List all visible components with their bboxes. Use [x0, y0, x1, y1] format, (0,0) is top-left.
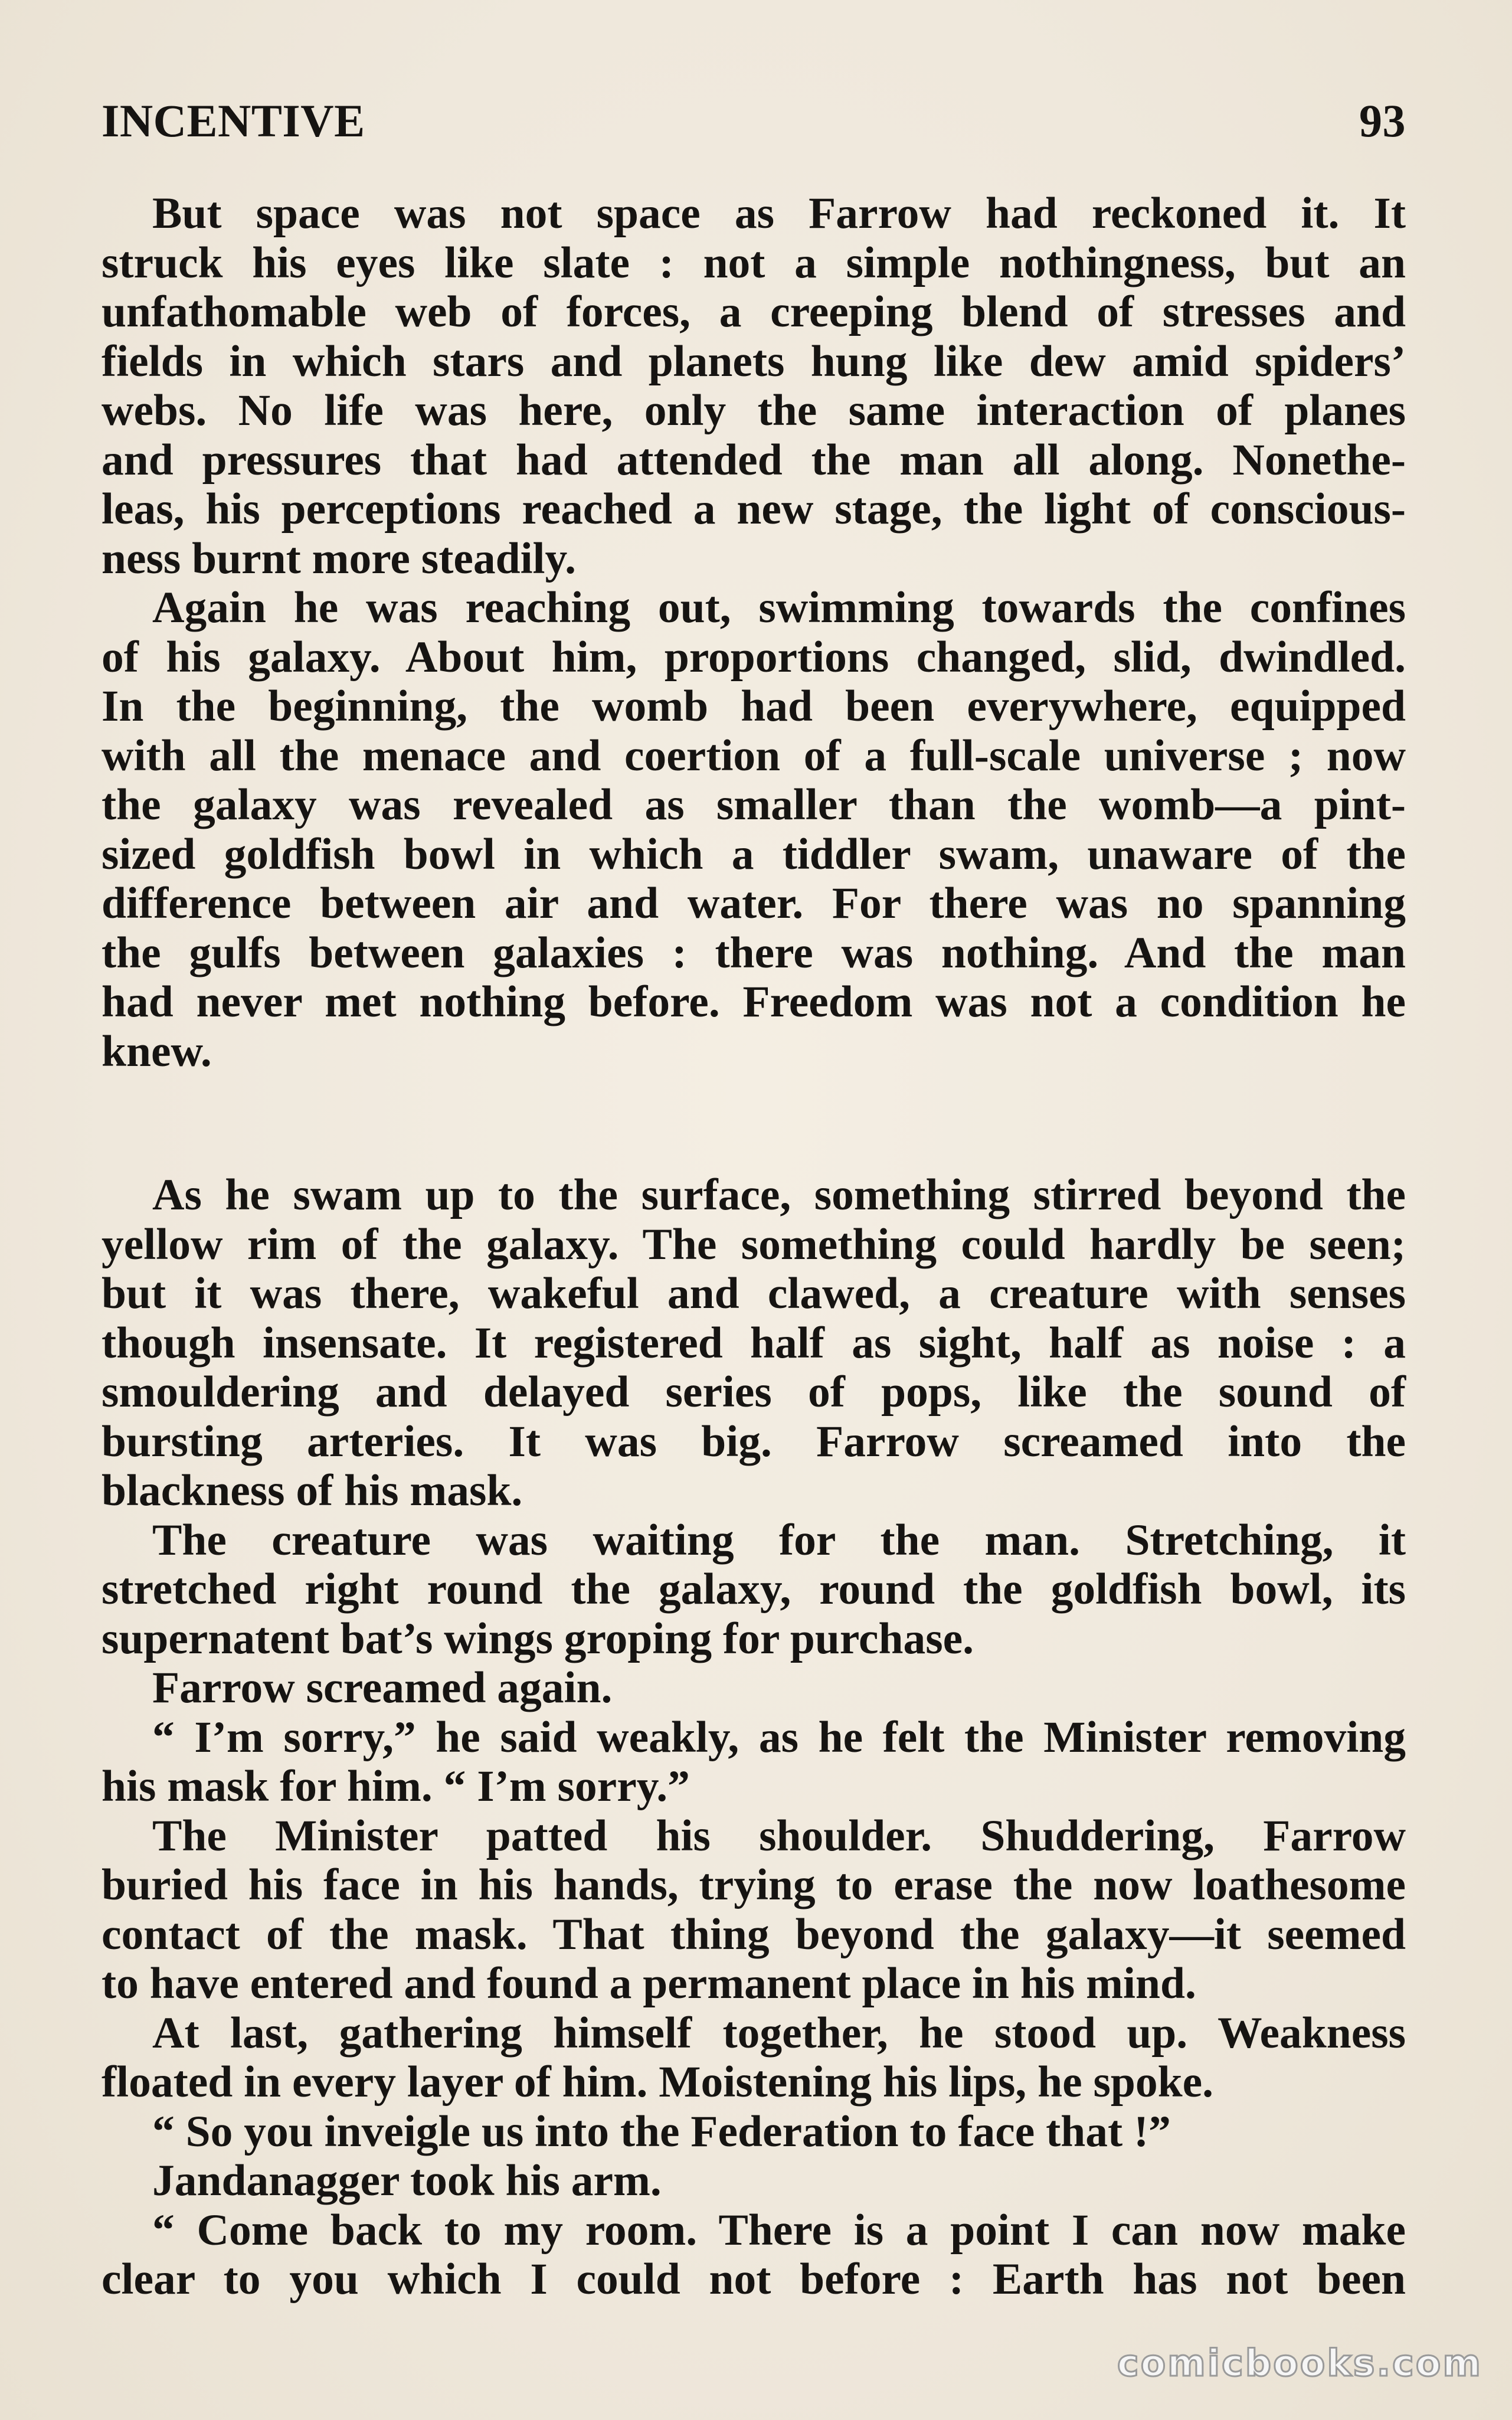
- text-line: buried his face in his hands, trying to erase the now loathesome: [102, 1860, 1406, 1909]
- text-line: As he swam up to the surface, something stirred beyond the: [152, 1170, 1406, 1219]
- text-line: difference between air and water. For there was no spanning: [102, 879, 1406, 928]
- paragraph: [102, 1170, 1406, 1516]
- paragraph: [102, 2156, 1406, 2206]
- text-line: with all the menace and coertion of a full-scale universe ; now: [102, 731, 1406, 780]
- text-line: supernatent bat’s wings groping for purchase.: [102, 1614, 974, 1663]
- text-line: but it was there, wakeful and clawed, a creature with senses: [102, 1269, 1406, 1318]
- watermark: comicbooks.com: [1117, 2341, 1482, 2385]
- text-line: “ So you inveigle us into the Federation to face that !”: [152, 2107, 1171, 2156]
- text-line: leas, his perceptions reached a new stage, the light of conscious-: [102, 485, 1406, 534]
- text-line: Farrow screamed again.: [152, 1663, 613, 1712]
- text-line: and pressures that had attended the man all along. Nonethe-: [102, 435, 1406, 485]
- text-line: sized goldfish bowl in which a tiddler swam, unaware of the: [102, 829, 1406, 879]
- text-line: to have entered and found a permanent place in his mind.: [102, 1959, 1196, 2008]
- text-line: contact of the mask. That thing beyond the galaxy—it seemed: [102, 1909, 1406, 1959]
- paragraph: [102, 2009, 1406, 2107]
- paragraph: [102, 1516, 1406, 1664]
- text-line: clear to you which I could not before : Earth has not been: [102, 2255, 1406, 2304]
- running-header: [102, 89, 1406, 153]
- section-break: [102, 1076, 1406, 1170]
- text-line: of his galaxy. About him, proportions changed, slid, dwindled.: [102, 632, 1406, 682]
- text-line: bursting arteries. It was big. Farrow screamed into the: [102, 1417, 1406, 1466]
- text-line: yellow rim of the galaxy. The something could hardly be seen;: [102, 1219, 1406, 1269]
- text-line: The creature was waiting for the man. Stretching, it: [152, 1515, 1406, 1565]
- paragraph: [102, 1713, 1406, 1811]
- paragraph: [102, 583, 1406, 1076]
- text-line: smouldering and delayed series of pops, like the sound of: [102, 1368, 1406, 1417]
- text-line: “ Come back to my room. There is a point I can now make: [152, 2205, 1406, 2255]
- text-line: had never met nothing before. Freedom was not a condition he: [102, 977, 1406, 1026]
- text-line: Jandanagger took his arm.: [152, 2156, 662, 2205]
- text-line: But space was not space as Farrow had reckoned it. It: [152, 189, 1406, 238]
- paragraph: [102, 189, 1406, 583]
- paragraph: [102, 1663, 1406, 1713]
- text-line: The Minister patted his shoulder. Shuddering, Farrow: [152, 1811, 1406, 1860]
- text-line: knew.: [102, 1026, 212, 1076]
- body-text: [102, 189, 1406, 2304]
- text-line: At last, gathering himself together, he stood up. Weakness: [152, 2008, 1406, 2058]
- running-title: INCENTIVE: [102, 95, 365, 146]
- text-line: his mask for him. “ I’m sorry.”: [102, 1762, 690, 1811]
- text-line: struck his eyes like slate : not a simple nothingness, but an: [102, 238, 1406, 287]
- text-line: floated in every layer of him. Moistening his lips, he spoke.: [102, 2058, 1214, 2107]
- paragraph: [102, 1811, 1406, 2009]
- text-line: unfathomable web of forces, a creeping blend of stresses and: [102, 287, 1406, 336]
- paragraph: [102, 2107, 1406, 2157]
- text-line: the galaxy was revealed as smaller than the womb—a pint-: [102, 780, 1406, 829]
- text-line: the gulfs between galaxies : there was nothing. And the man: [102, 928, 1406, 977]
- text-line: Again he was reaching out, swimming towards the confines: [152, 583, 1406, 632]
- text-line: blackness of his mask.: [102, 1466, 523, 1515]
- paragraph: [102, 2206, 1406, 2304]
- text-line: stretched right round the galaxy, round the goldfish bowl, its: [102, 1565, 1406, 1614]
- text-line: fields in which stars and planets hung like dew amid spiders’: [102, 336, 1406, 386]
- text-line: though insensate. It registered half as sight, half as noise : a: [102, 1318, 1406, 1368]
- text-line: webs. No life was here, only the same interaction of planes: [102, 386, 1406, 435]
- text-line: ness burnt more steadily.: [102, 534, 576, 583]
- page-number: 93: [1359, 95, 1406, 146]
- text-line: In the beginning, the womb had been everywhere, equipped: [102, 682, 1406, 731]
- text-line: “ I’m sorry,” he said weakly, as he felt the Minister removing: [152, 1712, 1406, 1762]
